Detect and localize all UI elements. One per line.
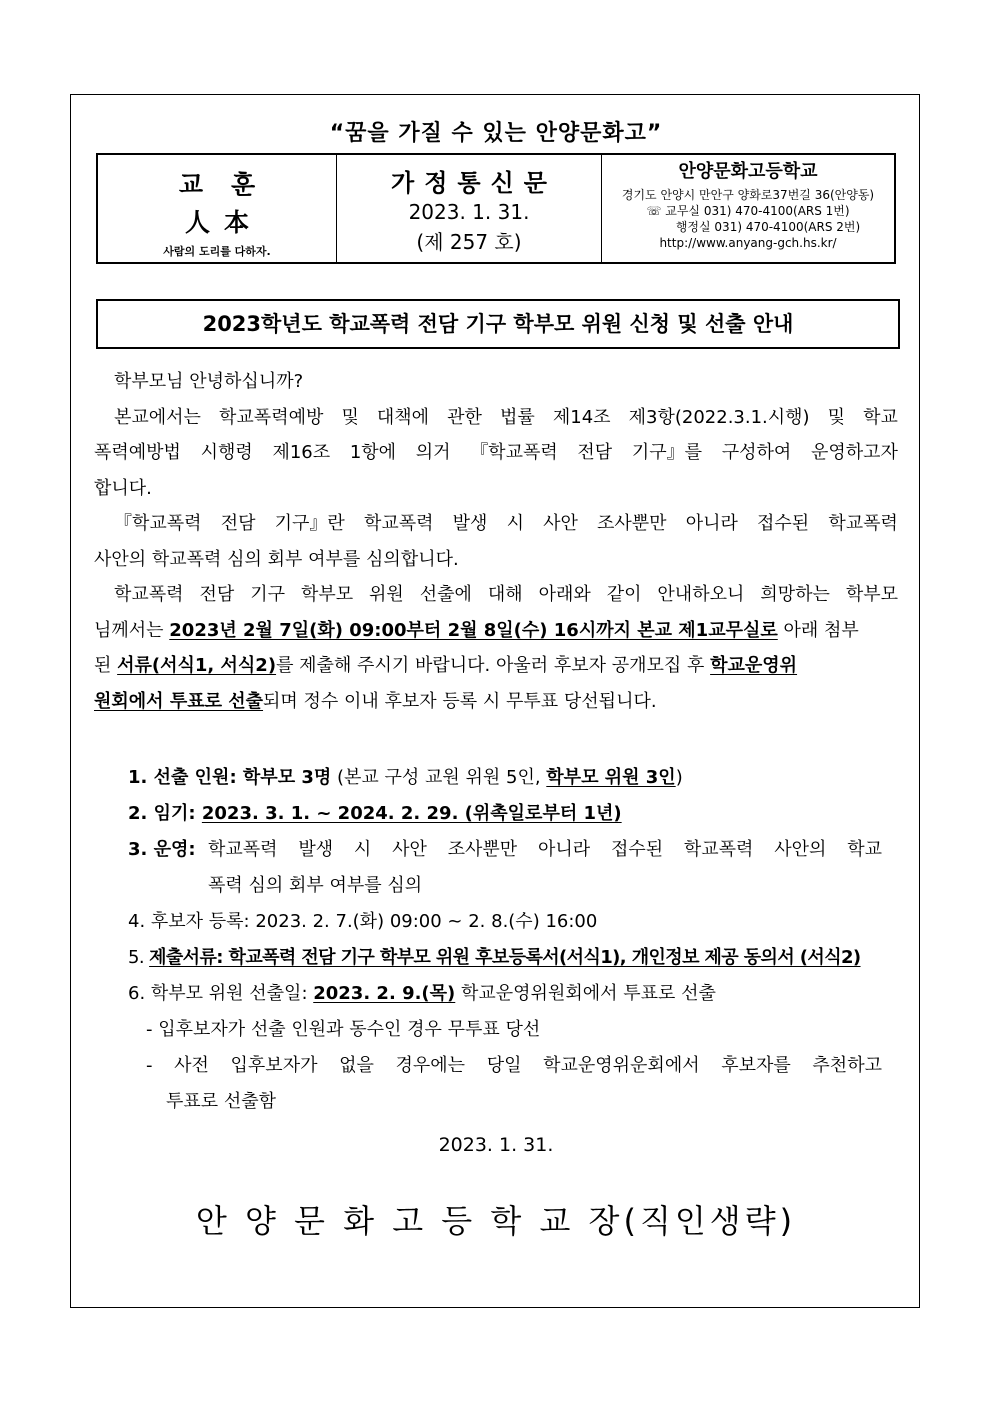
word: 구성하여 [721, 442, 792, 463]
list-item [128, 832, 888, 868]
paragraph-2-line-2: 사안의 학교폭력 심의 회부 여부를 심의합니다. [94, 548, 459, 570]
word: 접수된 [757, 513, 810, 534]
body-text [94, 364, 898, 719]
school-phone-admin: 행정실 031) 470-4100(ARS 2번) [675, 220, 861, 234]
word: 및 [827, 406, 846, 428]
paragraph-3-line-1 [94, 577, 898, 613]
word: 기구』란 [274, 513, 345, 534]
word: 선출에 [419, 584, 472, 605]
word: 희망하는 [760, 584, 830, 605]
word: 법률 [500, 406, 535, 428]
principal-signature: 안 양 문 화 고 등 학 교 장(직인생략) [195, 1202, 797, 1240]
newsletter-issue: (제 257 호) [416, 230, 522, 254]
word: 제3항(2022.3.1.시행) [628, 406, 810, 428]
word: 및 [341, 406, 359, 428]
word: 학교 [863, 406, 898, 428]
item-label: 1. 선출 인원: 학부모 3명 [128, 767, 332, 788]
word: 1항에 [349, 442, 397, 463]
paragraph-3-line-3 [94, 648, 898, 684]
word: 학교폭력 [363, 513, 434, 534]
word: 사안 [543, 513, 578, 534]
issue-date: 2023. 1. 31. [438, 1134, 554, 1156]
term-period: 2023. 3. 1. ~ 2024. 2. 29. (위촉일로부터 1년) [201, 803, 622, 824]
list-item [128, 976, 888, 1012]
motto-text: 人本 [184, 208, 263, 237]
paragraph-3-line-4 [94, 684, 898, 720]
motto-description: 사람의 도리를 다하자. [163, 245, 271, 258]
word: 접수된 [610, 839, 664, 860]
text-run: 학교운영위원회에서 투표로 선출 [455, 983, 716, 1004]
school-slogan: “꿈을 가질 수 있는 안양문화고” [329, 121, 663, 146]
school-phone-office: ☏ 교무실 031) 470-4100(ARS 1번) [646, 204, 850, 218]
word: 당일 [486, 1055, 522, 1076]
document-title: 2023학년도 학교폭력 전담 기구 학부모 위원 신청 및 선출 안내 [96, 299, 900, 349]
text-run: 된 [94, 655, 118, 676]
word: 사안의 [774, 839, 827, 860]
word: 후보자를 [721, 1055, 791, 1076]
list-item [128, 760, 888, 796]
word: 『학교폭력 [114, 513, 202, 534]
word: 의거 [415, 442, 451, 463]
item-label: 2. 임기: [128, 803, 202, 824]
word: 전담 [199, 584, 235, 605]
word: 조사뿐만 [597, 513, 667, 534]
motto-heading: 교훈 [178, 170, 284, 199]
text-run: 6. 학부모 위원 선출일: [128, 983, 314, 1004]
list-item [128, 940, 888, 976]
text-run: 님께서는 [94, 619, 170, 641]
school-url: http://www.anyang-gch.hs.kr/ [659, 236, 837, 250]
word: 대책에 [376, 406, 430, 428]
word: 같이 [606, 584, 642, 605]
word: 발생 [298, 839, 334, 860]
word: 추천하고 [812, 1055, 882, 1076]
word: 대해 [487, 584, 523, 605]
word: 기구』를 [631, 442, 703, 463]
election-date: 2023. 2. 9.(목) [313, 983, 456, 1004]
paragraph-1-line-3: 합니다. [94, 477, 152, 499]
text-run: 를 제출해 주시기 바랍니다. 아울러 후보자 공개모집 후 [276, 655, 711, 676]
word: 아니라 [537, 839, 591, 860]
word: 폭력예방법 [94, 442, 181, 463]
list-item: 4. 후보자 등록: 2023. 2. 7.(화) 09:00 ~ 2. 8.(수) 16:00 [128, 911, 598, 932]
word: 기구 [250, 584, 285, 605]
word: 학교폭력 [208, 839, 278, 860]
school-info-cell [601, 155, 894, 262]
word: 아니라 [685, 513, 738, 534]
school-address: 경기도 안양시 만안구 양화로37번길 36(안양동) [621, 188, 875, 202]
word: 학부모 [300, 584, 354, 605]
list-item [128, 796, 888, 832]
word: - [146, 1055, 153, 1076]
word: 운영하고자 [810, 442, 898, 463]
sub-item-line-2: 투표로 선출함 [166, 1091, 277, 1112]
word: 아래와 [538, 584, 591, 605]
submission-period: 2023년 2월 7일(화) 09:00부터 2월 8일(수) 16시까지 본교 제1교무실로 [169, 619, 778, 641]
word: 학교폭력예방 [219, 406, 324, 428]
word: 없을 [339, 1055, 374, 1076]
motto-cell [98, 155, 336, 262]
newsletter-cell [336, 155, 601, 262]
parent-members: 학부모 위원 3인 [546, 767, 676, 788]
details-list [128, 760, 888, 1120]
word: 학교폭력 [114, 584, 184, 605]
word: 학교폭력 [828, 513, 898, 534]
paragraph-2-line-1 [94, 506, 898, 542]
word: 경우에는 [395, 1055, 466, 1076]
word: 사안 [392, 839, 427, 860]
word: 학교폭력 [683, 839, 754, 860]
word: 제16조 [272, 442, 331, 463]
word: 안내하오니 [657, 584, 745, 605]
word: 전담 [220, 513, 256, 534]
word: 시행령 [200, 442, 253, 463]
sub-item: - 입후보자가 선출 인원과 동수인 경우 무투표 당선 [146, 1019, 541, 1040]
word: 입후보자가 [230, 1055, 318, 1076]
word: 사전 [174, 1055, 209, 1076]
election-method-part1: 학교운영위 [710, 655, 798, 676]
item-label: 3. 운영: [128, 839, 196, 860]
word: 위원 [369, 584, 404, 605]
header-table [96, 153, 896, 264]
word: 본교에서는 [114, 406, 201, 428]
text-run: 아래 첨부 [777, 619, 859, 641]
paragraph-1-line-1 [94, 400, 898, 436]
paragraph-3-line-2 [94, 613, 898, 649]
required-documents: 서류(서식1, 서식2) [117, 655, 277, 676]
greeting: 학부모님 안녕하십니까? [114, 371, 304, 392]
word: 시 [353, 839, 372, 860]
paragraph-1-line-2 [94, 435, 898, 471]
newsletter-date: 2023. 1. 31. [408, 200, 530, 224]
word: 전담 [577, 442, 613, 463]
word: 시 [506, 513, 524, 534]
newsletter-title: 가정통신문 [391, 169, 557, 197]
word: 학교운영위운회에서 [543, 1055, 700, 1076]
word: 발생 [452, 513, 488, 534]
text-run: 되며 정수 이내 후보자 등록 시 무투표 당선됩니다. [263, 690, 657, 712]
operation-text-line-1 [208, 832, 888, 868]
election-method-part2: 원회에서 투표로 선출 [94, 690, 264, 712]
sub-item-line-1 [128, 1048, 888, 1084]
word: 학부모 [845, 584, 898, 605]
submission-documents: 제출서류: 학교폭력 전담 기구 학부모 위원 후보등록서(서식1), 개인정보 제공 동의서 (서식2) [149, 947, 861, 968]
word: 학교 [847, 839, 882, 860]
word: 제14조 [552, 406, 611, 428]
item-number: 5. [128, 947, 150, 968]
school-name: 안양문화고등학교 [678, 161, 818, 182]
operation-text-line-2: 폭력 심의 회부 여부를 심의 [208, 875, 423, 896]
word: 조사뿐만 [447, 839, 518, 860]
word: 관한 [447, 406, 482, 428]
text-run: (본교 구성 교원 위원 5인, [331, 767, 547, 788]
text-run: ) [675, 767, 683, 788]
word: 『학교폭력 [470, 442, 558, 463]
